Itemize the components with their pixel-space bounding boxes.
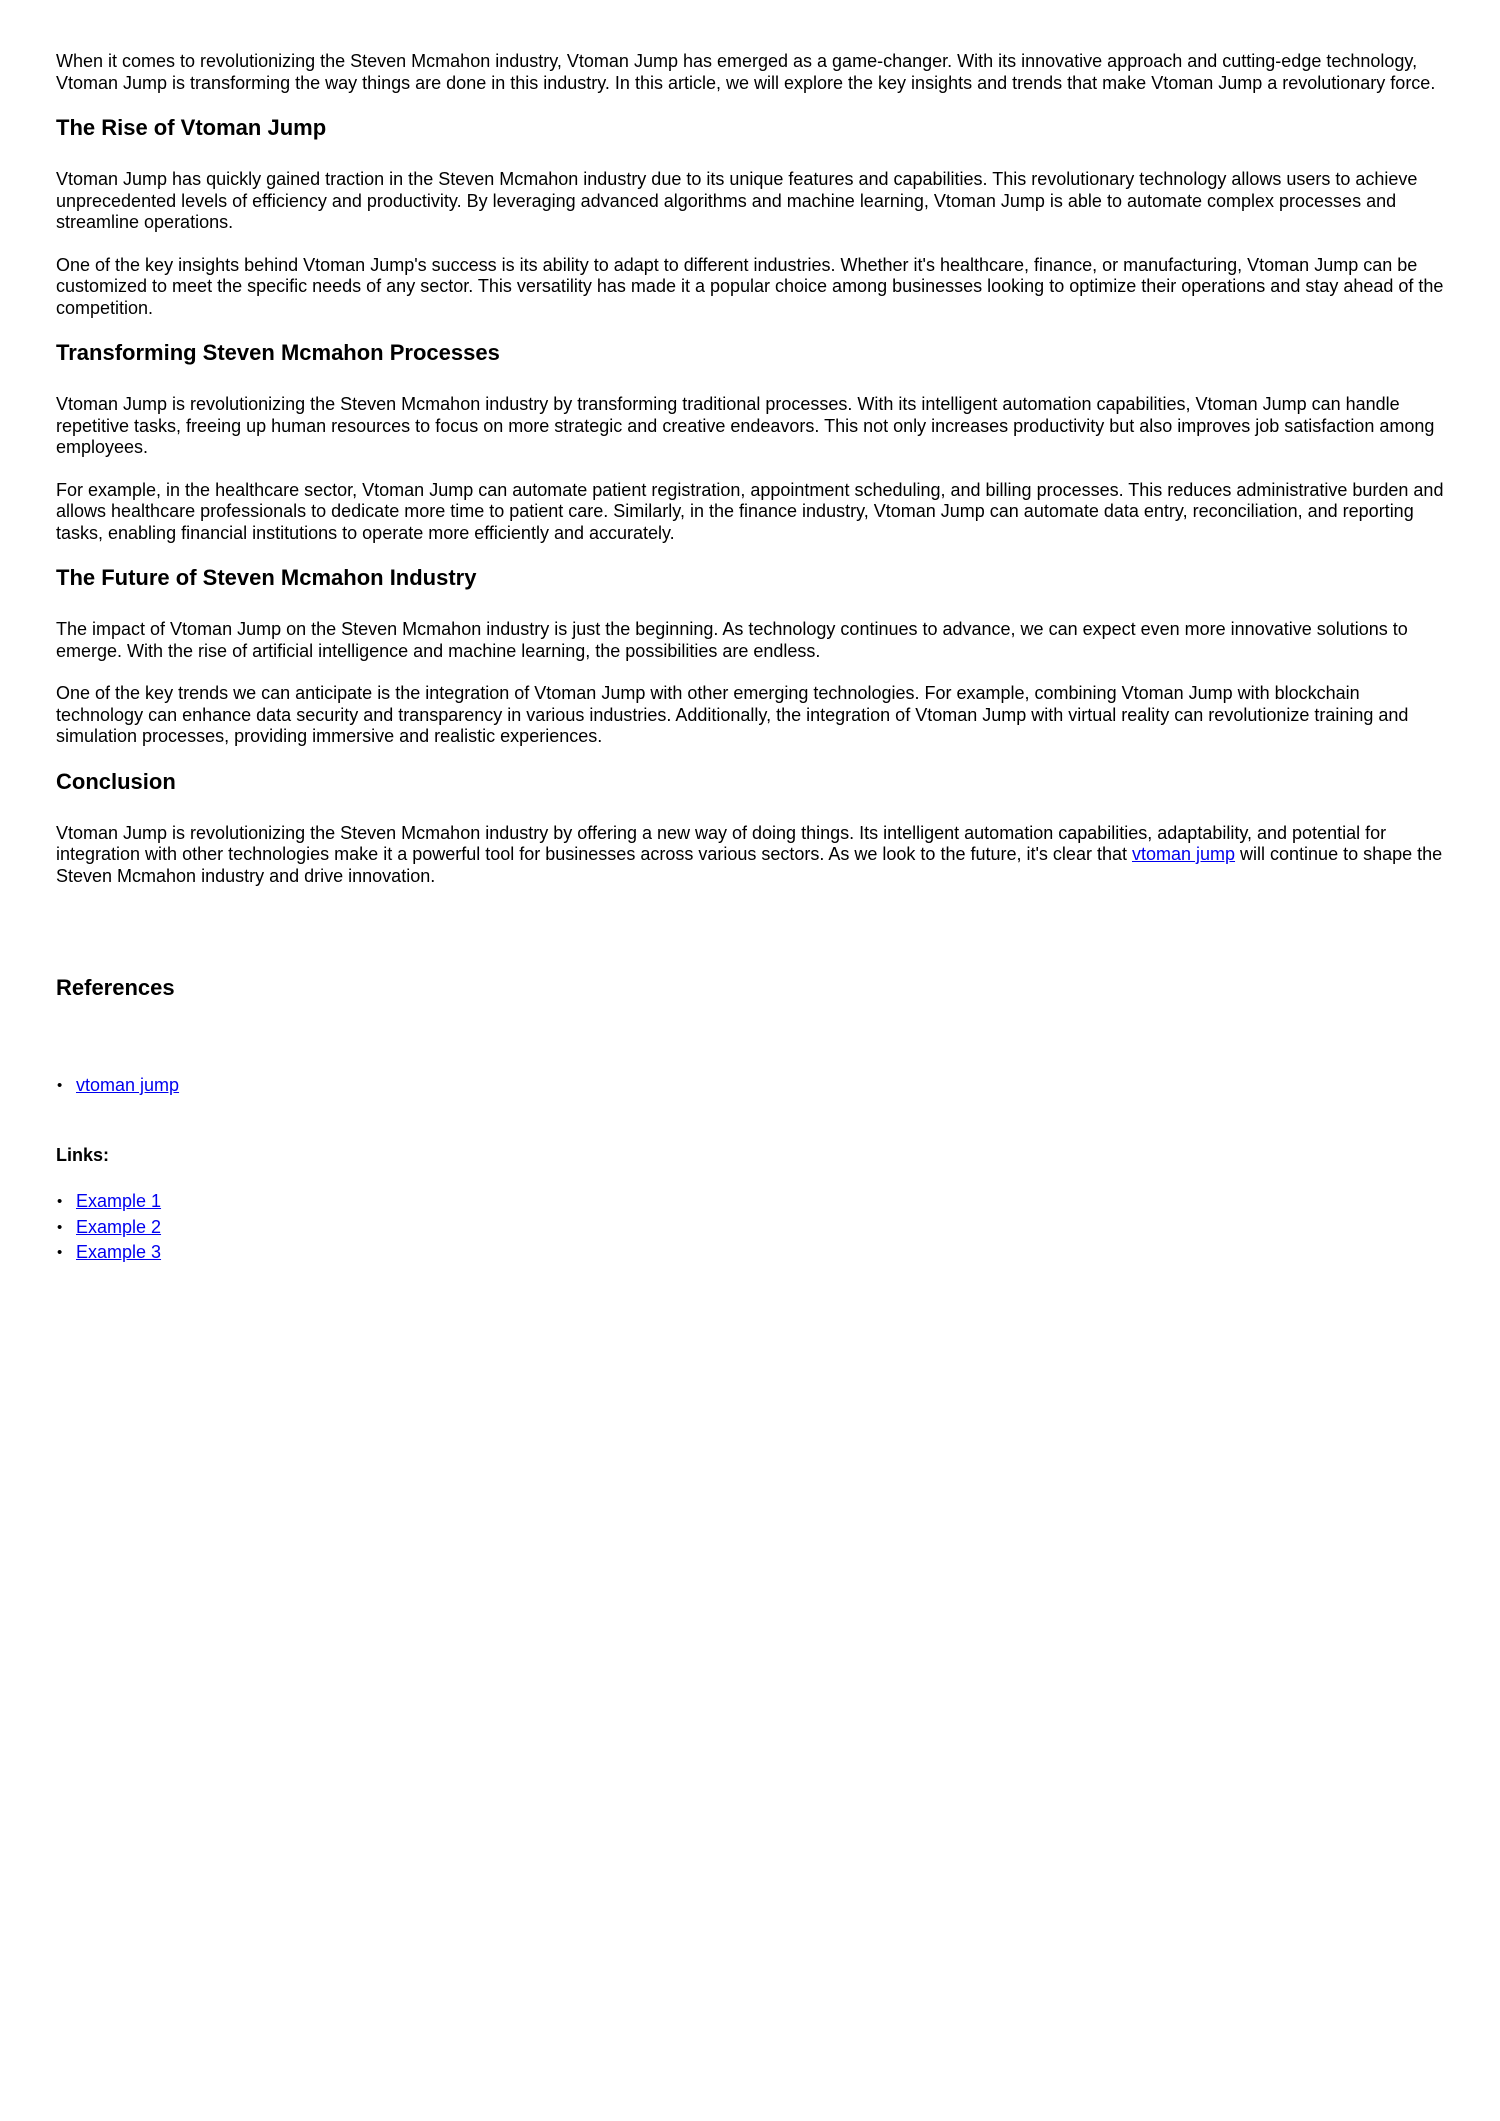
body-paragraph: Vtoman Jump has quickly gained traction in the Steven Mcmahon industry due to its unique features and capabilities. This revolutionary technology allows users to achieve unprecedented levels of efficiency and productivity. By leveraging advanced algorithms and machine learning, Vtoman Jump is able to automate complex processes and streamline operations. <box>56 169 1418 232</box>
section-references <box>56 975 1446 1264</box>
conclusion-text-before-link: Vtoman Jump is revolutionizing the Steven Mcmahon industry by offering a new way of doing things. Its intelligent automation capabilities, adaptability, and potential for integration with other technologies make it a powerful tool for businesses across various sectors. As we look to the future, it's clear that <box>56 822 1387 864</box>
body-paragraph: The impact of Vtoman Jump on the Steven Mcmahon industry is just the beginning. As technology continues to advance, we can expect even more innovative solutions to emerge. With the rise of artificial intelligence and machine learning, the possibilities are endless. <box>56 619 1408 661</box>
references-list <box>56 1075 1446 1097</box>
body-paragraph: For example, in the healthcare sector, Vtoman Jump can automate patient registration, appointment scheduling, and billing processes. This reduces administrative burden and allows healthcare professionals to dedicate more time to patient care. Similarly, in the finance industry, Vtoman Jump can automate data entry, reconciliation, and reporting tasks, enabling financial institutions to operate more efficiently and accurately. <box>56 479 1444 543</box>
section-future-of-industry <box>56 565 1446 748</box>
conclusion-text-after-link: will continue to shape the Steven Mcmahon industry and drive innovation. <box>56 844 1443 886</box>
link-item <box>56 1191 1446 1213</box>
body-paragraph: One of the key trends we can anticipate is the integration of Vtoman Jump with other emerging technologies. For example, combining Vtoman Jump with blockchain technology can enhance data security and transparency in various industries. Additionally, the integration of Vtoman Jump with virtual reality can revolutionize training and simulation processes, providing immersive and realistic experiences. <box>56 683 1409 746</box>
conclusion-heading: Conclusion <box>56 768 176 794</box>
link-item <box>56 1242 1446 1264</box>
section-heading: The Rise of Vtoman Jump <box>56 115 327 140</box>
conclusion-paragraph <box>56 823 1446 888</box>
link-item <box>56 1217 1446 1239</box>
reference-item <box>56 1075 1446 1097</box>
links-label: Links: <box>56 1144 110 1165</box>
section-transforming-processes <box>56 340 1446 544</box>
reference-link-vtoman-jump[interactable]: vtoman jump <box>76 1075 180 1095</box>
intro-paragraph: When it comes to revolutionizing the Steven Mcmahon industry, Vtoman Jump has emerged as a game-changer. With its innovative approach and cutting-edge technology, Vtoman Jump is transforming the way things are done in this industry. In this article, we will explore the key insights and trends that make Vtoman Jump a revolutionary force. <box>56 51 1436 93</box>
example-3-link[interactable]: Example 3 <box>76 1242 162 1262</box>
references-heading: References <box>56 975 175 1000</box>
section-heading: Transforming Steven Mcmahon Processes <box>56 340 500 365</box>
section-rise-of-vtoman-jump <box>56 115 1446 319</box>
example-1-link[interactable]: Example 1 <box>76 1191 162 1211</box>
vtoman-jump-inline-link[interactable]: vtoman jump <box>1131 844 1236 864</box>
example-2-link[interactable]: Example 2 <box>76 1216 162 1237</box>
section-heading: The Future of Steven Mcmahon Industry <box>56 565 477 590</box>
body-paragraph: Vtoman Jump is revolutionizing the Steven Mcmahon industry by transforming traditional processes. With its intelligent automation capabilities, Vtoman Jump can handle repetitive tasks, freeing up human resources to focus on more strategic and creative endeavors. This not only increases productivity but also improves job satisfaction among employees. <box>56 394 1435 457</box>
body-paragraph: One of the key insights behind Vtoman Jump's success is its ability to adapt to different industries. Whether it's healthcare, finance, or manufacturing, Vtoman Jump can be customized to meet the specific needs of any sector. This versatility has made it a popular choice among businesses looking to optimize their operations and stay ahead of the competition. <box>56 254 1444 318</box>
section-conclusion <box>56 769 1446 888</box>
example-links-list <box>56 1191 1446 1264</box>
